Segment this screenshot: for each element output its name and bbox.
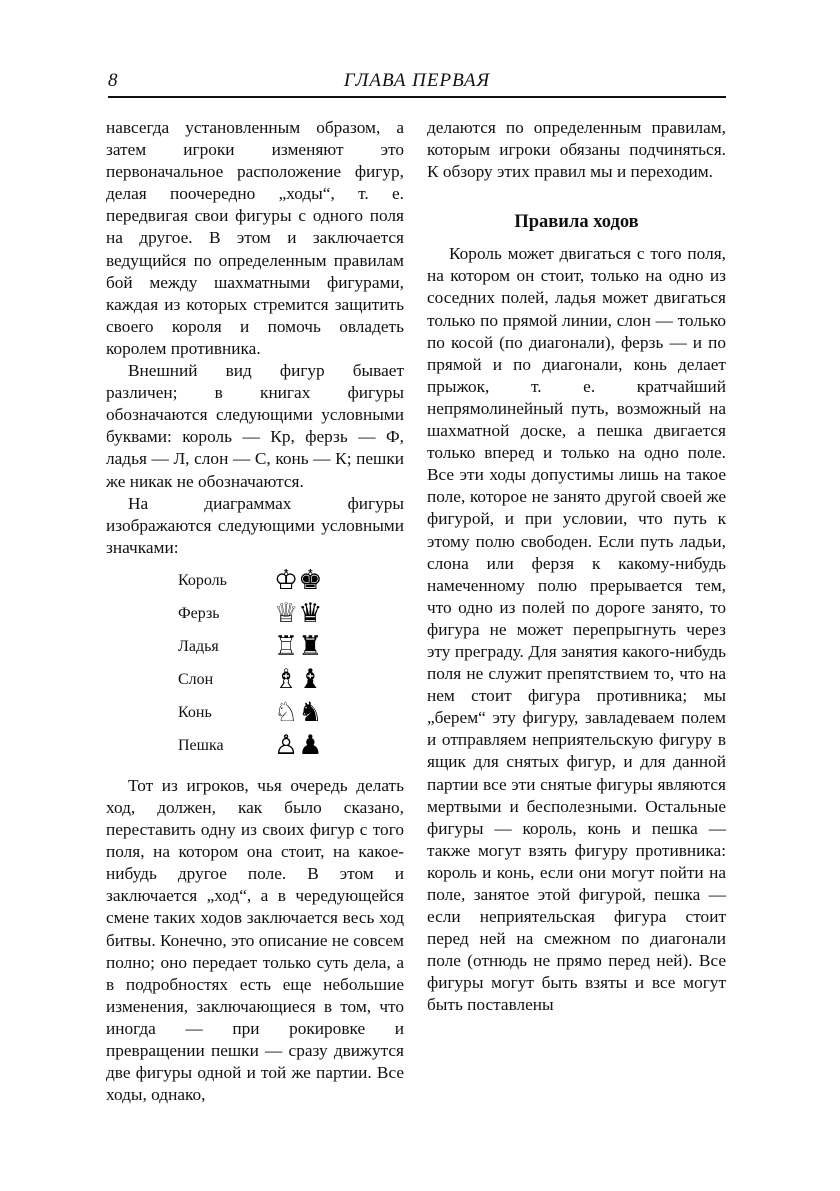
paragraph: Король может двигаться с того поля, на котором он стоит, только на одно из соседних полей, ладья может двигаться только по прямой линии, слон — только по косой (по диагонали), ферзь — и по прямой и по диагонали, конь делает прыжок, т. е. кратчайший непрямолинейный путь, возможный на шахматной доске, а пешка двигается только вперед и только на одно поле. Все эти ходы допустимы лишь на такое поле, которое не занято другой своей же фигурой, и при условии, что путь к этому полю свободен. Если путь ладьи, слона или ферзя к какому-нибудь намеченному полю прерывается тем, что одно из полей по дороге занято, то фигура не может перепрыгнуть через эту преграду. Для занятия какого-нибудь поля не служит препятствием то, что на нем стоит фигура противника; мы „берем“ эту фигуру, завладеваем полем и отправляем неприятельскую фигуру в ящик для снятых фигур, и для данной партии все эти снятые фигуры являются мертвыми и бесполезными. Остальные фигуры — король, конь и пешка — также могут взять фигуру противника: король и конь, если они могут пойти на поле, занятое этой фигурой, пешка — если неприятельская фигура стоит перед ней на смежном по диагонали поле (отнюдь не прямо перед ней). Все фигуры могут быть взяты и все могут быть поставлены [427, 244, 726, 1015]
piece-row-bishop [178, 664, 322, 697]
section-title: Правила ходов [514, 212, 639, 233]
knight-icon [274, 697, 322, 730]
piece-name: Пешка [178, 737, 224, 755]
white-pawn-icon: ♙ [274, 730, 299, 762]
piece-name: Король [178, 572, 227, 590]
pawn-icon [274, 730, 322, 763]
piece-name: Слон [178, 671, 214, 689]
black-queen-icon: ♛ [298, 598, 323, 630]
chapter-title: ГЛАВА ПЕРВАЯ [343, 70, 491, 91]
piece-row-rook [178, 631, 322, 664]
paragraph: Внешний вид фигур бывает различен; в книгах фигуры обозначаются следующими условными буквами: король — Кр, ферзь — Ф, ладья — Л, слон — С, конь — К; пешки же никак не обозначаются. [106, 361, 404, 491]
black-knight-icon: ♞ [298, 697, 323, 729]
right-column [427, 117, 726, 1017]
piece-row-king [178, 565, 322, 598]
queen-icon [274, 598, 322, 631]
piece-symbol-table [178, 565, 322, 763]
black-pawn-icon: ♟ [298, 730, 323, 762]
white-bishop-icon: ♗ [274, 664, 299, 696]
page-number: 8 [108, 70, 118, 91]
header-rule [108, 96, 726, 98]
king-icon [274, 565, 322, 598]
piece-row-knight [178, 697, 322, 730]
paragraph: навсегда установленным образом, а затем игроки изменяют это первоначальное расположение фигур, делая поочередно „ходы“, т. е. передвигая свои фигуры с одного поля на другое. В этом и заключается ведущийся по определенным правилам бой между шахматными фигурами, каждая из которых стремится защитить своего короля и помочь овладеть королем противника. [106, 118, 404, 358]
left-column [106, 117, 404, 1106]
piece-name: Конь [178, 704, 212, 722]
black-bishop-icon: ♝ [298, 664, 323, 696]
paragraph: делаются по определенным правилам, которым игроки обязаны подчиняться. К обзору этих правил мы и переходим. [427, 118, 726, 182]
bishop-icon [274, 664, 322, 697]
piece-row-pawn [178, 730, 322, 763]
black-king-icon: ♚ [298, 565, 323, 597]
paragraph: На диаграммах фигуры изображаются следующими условными значками: [106, 493, 404, 557]
white-rook-icon: ♖ [274, 631, 299, 663]
white-king-icon: ♔ [274, 565, 299, 597]
black-rook-icon: ♜ [298, 631, 323, 663]
white-queen-icon: ♕ [274, 598, 299, 630]
piece-name: Ладья [178, 638, 219, 656]
piece-name: Ферзь [178, 605, 220, 623]
paragraph: Тот из игроков, чья очередь делать ход, должен, как было сказано, переставить одну из своих фигур с того поля, на котором она стоит, на какое-нибудь другое поле. В этом и заключается „ход“, а в чередующейся смене таких ходов заключается весь ход битвы. Конечно, это описание не совсем полно; оно передает только суть дела, а в подробностях есть еще небольшие изменения, заключающиеся в том, что иногда — при рокировке и превращении пешки — сразу движутся две фигуры одной и той же партии. Все ходы, однако, [106, 775, 404, 1105]
rook-icon [274, 631, 322, 664]
piece-row-queen [178, 598, 322, 631]
white-knight-icon: ♘ [274, 697, 299, 729]
